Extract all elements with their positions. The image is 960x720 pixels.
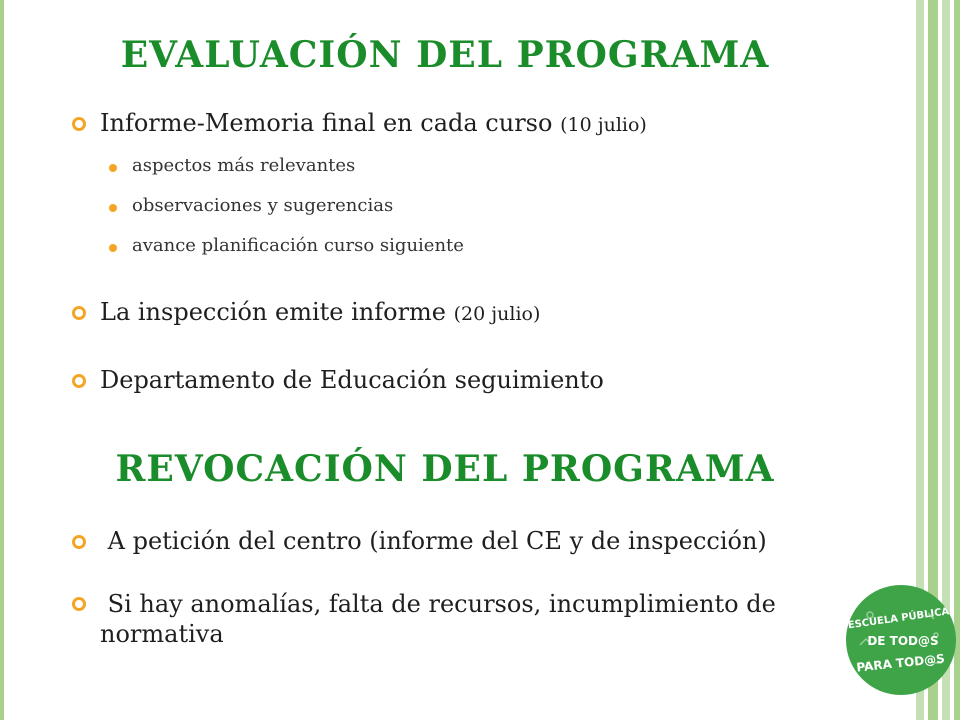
logo-line: DE TOD@S	[867, 634, 939, 648]
bullet-icon	[72, 117, 86, 131]
bullet-icon	[72, 306, 86, 320]
sub-list-item: avance planificación curso siguiente	[132, 235, 464, 256]
bullet-icon	[72, 535, 86, 549]
left-border-line	[0, 0, 4, 720]
list-item	[100, 298, 540, 326]
logo-line: PARA TOD@S	[855, 651, 946, 675]
bullet-icon	[72, 597, 86, 611]
logo-line: ESCUELA PÚBLICA:	[847, 605, 955, 632]
sub-bullet-icon	[109, 244, 117, 252]
item-date: (10 julio)	[560, 114, 647, 136]
section2-title: REVOCACIÓN DEL PROGRAMA	[115, 448, 775, 490]
list-item: Si hay anomalías, falta de recursos, incumplimiento de normativa	[100, 590, 784, 648]
item-date: (20 julio)	[453, 303, 541, 325]
sub-list-item: observaciones y sugerencias	[132, 195, 394, 216]
escuela-publica-logo-icon	[846, 585, 956, 695]
sub-list-item: aspectos más relevantes	[132, 155, 356, 176]
sub-bullet-icon	[109, 164, 117, 172]
list-item	[100, 109, 647, 137]
list-item: A petición del centro (informe del CE y de inspección)	[100, 527, 767, 555]
item-text: La inspección emite informe	[100, 298, 446, 326]
section1-title: EVALUACIÓN DEL PROGRAMA	[120, 34, 770, 76]
bullet-icon	[72, 374, 86, 388]
item-text: Informe-Memoria final en cada curso	[100, 109, 553, 137]
sub-bullet-icon	[109, 204, 117, 212]
list-item: Departamento de Educación seguimiento	[100, 366, 604, 394]
